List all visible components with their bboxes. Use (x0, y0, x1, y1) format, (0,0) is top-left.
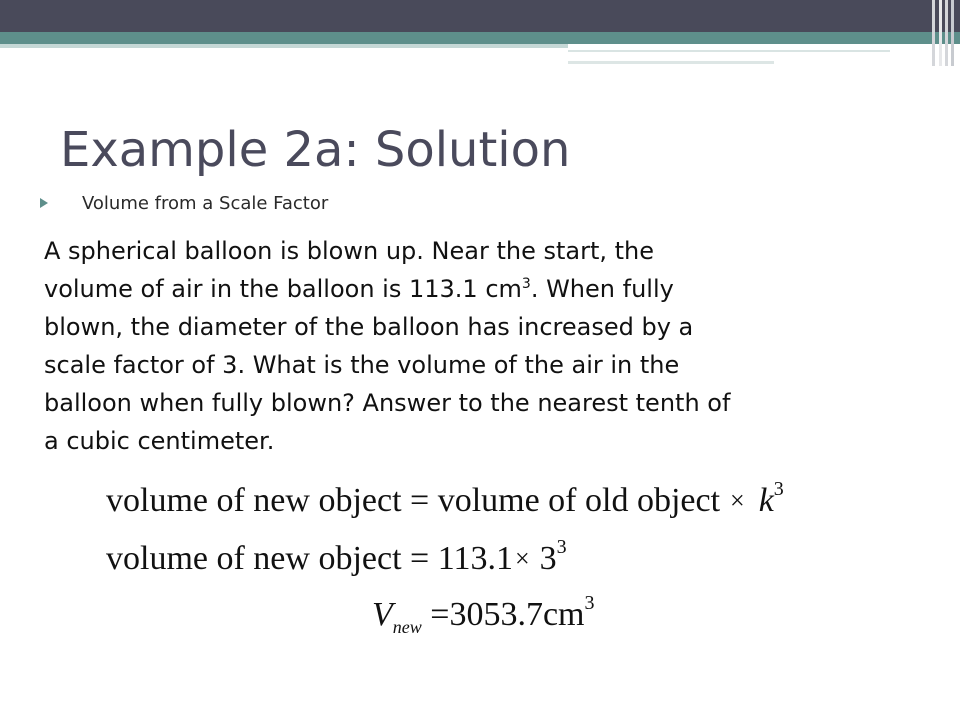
subscript: new (392, 617, 422, 637)
corner-stripes (928, 0, 960, 66)
equation-result (372, 592, 595, 637)
equation-text: volume of new object = 113.1 (106, 540, 513, 577)
volume-variable: V (372, 596, 393, 633)
equation-text: volume of new object = volume of old object (106, 482, 721, 519)
subtitle (40, 193, 328, 214)
exponent: 3 (773, 478, 784, 500)
exponent: 3 (584, 592, 595, 614)
bullet-triangle-icon (40, 198, 48, 208)
exponent: 3 (556, 536, 567, 558)
equation-base: 3 (539, 540, 557, 577)
slide-title: Example 2a: Solution (60, 122, 571, 178)
accent-line (568, 61, 774, 64)
scale-factor-variable: k (758, 482, 774, 519)
stripe (945, 0, 948, 66)
stripe (951, 0, 954, 66)
times-symbol: × (730, 486, 745, 515)
equation-formula (106, 478, 784, 520)
accent-line (568, 50, 890, 52)
problem-line: balloon when fully blown? Answer to the nearest tenth of (44, 389, 731, 417)
accent-bar (0, 32, 960, 44)
equation-text: =3053.7cm (421, 596, 585, 633)
problem-line: blown, the diameter of the balloon has increased by a (44, 313, 694, 341)
problem-line-text: volume of air in the balloon is 113.1 cm (44, 275, 522, 303)
problem-line-text: . When fully (530, 275, 674, 303)
top-bar (0, 0, 960, 32)
equation-substitution (106, 536, 567, 578)
stripe (932, 0, 935, 66)
problem-line: scale factor of 3. What is the volume of the air in the (44, 351, 680, 379)
subtitle-text: Volume from a Scale Factor (82, 193, 329, 214)
problem-line: A spherical balloon is blown up. Near the start, the (44, 237, 655, 265)
problem-text (44, 232, 904, 460)
problem-line (44, 270, 904, 308)
accent-band (0, 44, 568, 48)
problem-line: a cubic centimeter. (44, 427, 275, 455)
times-symbol: × (514, 544, 530, 573)
superscript: 3 (521, 276, 531, 292)
stripe (939, 0, 942, 66)
